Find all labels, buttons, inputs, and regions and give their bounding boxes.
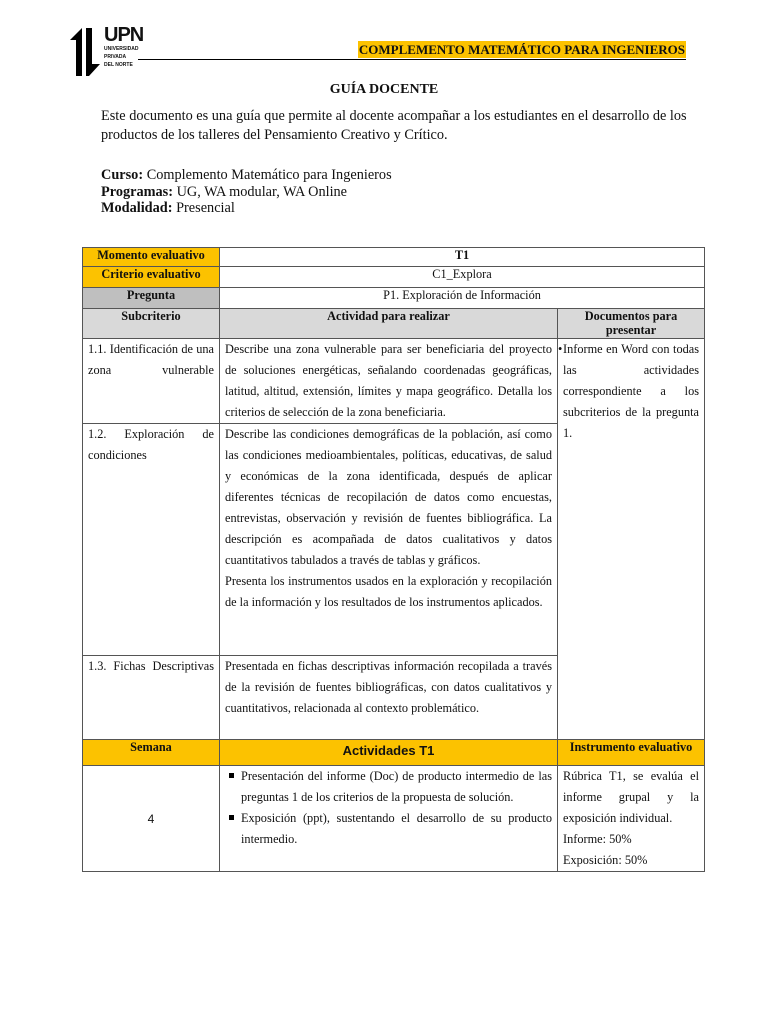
pregunta-value: P1. Exploración de Información	[220, 288, 705, 309]
actividades-label: Actividades T1	[220, 740, 558, 766]
upn-logo	[68, 24, 144, 74]
momento-value: T1	[220, 248, 705, 267]
intro-paragraph: Este documento es una guía que permite al docente acompañar a los estudiantes en el desarrollo de los productos de los talleres del Pensamiento Creativo y Crítico.	[101, 108, 687, 143]
pregunta-label: Pregunta	[83, 288, 220, 309]
modality: Presencial	[176, 200, 235, 216]
header-actividad: Actividad para realizar	[220, 309, 558, 339]
criterio-value: C1_Explora	[220, 267, 705, 288]
logo-subtitle: UNIVERSIDAD PRIVADA DEL NORTE	[104, 46, 139, 68]
semana-label: Semana	[83, 740, 220, 766]
programs: UG, WA modular, WA Online	[176, 183, 348, 200]
actividad-1-1: Describe una zona vulnerable para ser beneficiaria del proyecto de soluciones energéticas, señalando coordenadas geográficas, latitud, altitud, extensión, límites y mapa geográfico. Detalla los criterios de selección de la zona beneficiaria.	[220, 339, 558, 424]
semana-value: 4	[83, 766, 220, 872]
course-banner: COMPLEMENTO MATEMÁTICO PARA INGENIEROS	[358, 42, 685, 57]
logo-text: UPN	[104, 24, 144, 46]
course-meta: Curso: Complemento Matemático para Ingenieros Programas: UG, WA modular, WA Online Modalidad: Presencial	[101, 167, 392, 216]
course-name: Complemento Matemático para Ingenieros	[146, 167, 392, 183]
momento-label: Momento evaluativo	[83, 248, 220, 267]
actividad-item: Presentación del informe (Doc) de producto intermedio de las preguntas 1 de los criterios de la propuesta de solución.	[241, 766, 552, 808]
documentos-cell: • Informe en Word con todas las actividades correspondiente a los subcriterios de la pregunta 1.	[558, 339, 705, 740]
actividades-list	[220, 766, 558, 872]
actividad-1-2: Describe las condiciones demográficas de la población, así como las condiciones medioambientales, políticas, educativas, de salud y económicas de la zona identificada, después de aplicar diferentes técnicas de recopilación de datos como encuestas, entrevistas, observación y revisión de fuentes bibliográfica. La descripción es acompañada de datos cualitativos y datos cuantitativos tabulados a través de tablas y gráficos. Presenta los instrumentos usados en la exploración y recopilación de la información y los resultados de los instrumentos aplicados.	[220, 424, 558, 656]
page-title: GUÍA DOCENTE	[329, 82, 439, 97]
evaluation-table	[82, 247, 705, 872]
instrumento-label: Instrumento evaluativo	[558, 740, 705, 766]
subcriterio-1-1: 1.1. Identificación de una zona vulnerable	[83, 339, 220, 424]
arrow-logo-icon	[68, 26, 102, 76]
header-divider	[138, 59, 686, 60]
actividad-item: Exposición (ppt), sustentando el desarrollo de su producto intermedio.	[241, 808, 552, 850]
subcriterio-1-2: 1.2. Exploración de condiciones	[83, 424, 220, 656]
actividad-1-3: Presentada en fichas descriptivas información recopilada a través de la revisión de fuentes bibliográficas, con datos cualitativos y cuantitativos, relacionada al contexto problemático.	[220, 656, 558, 740]
instrumento-cell: Rúbrica T1, se evalúa el informe grupal y la exposición individual. Informe: 50% Exposición: 50%	[558, 766, 705, 872]
documentos-text: Informe en Word con todas las actividades correspondiente a los subcriterios de la pregunta 1.	[563, 342, 700, 440]
subcriterio-1-3: 1.3. Fichas Descriptivas	[83, 656, 220, 740]
header-documentos: Documentos para presentar	[558, 309, 705, 339]
criterio-label: Criterio evaluativo	[83, 267, 220, 288]
header-subcriterio: Subcriterio	[83, 309, 220, 339]
